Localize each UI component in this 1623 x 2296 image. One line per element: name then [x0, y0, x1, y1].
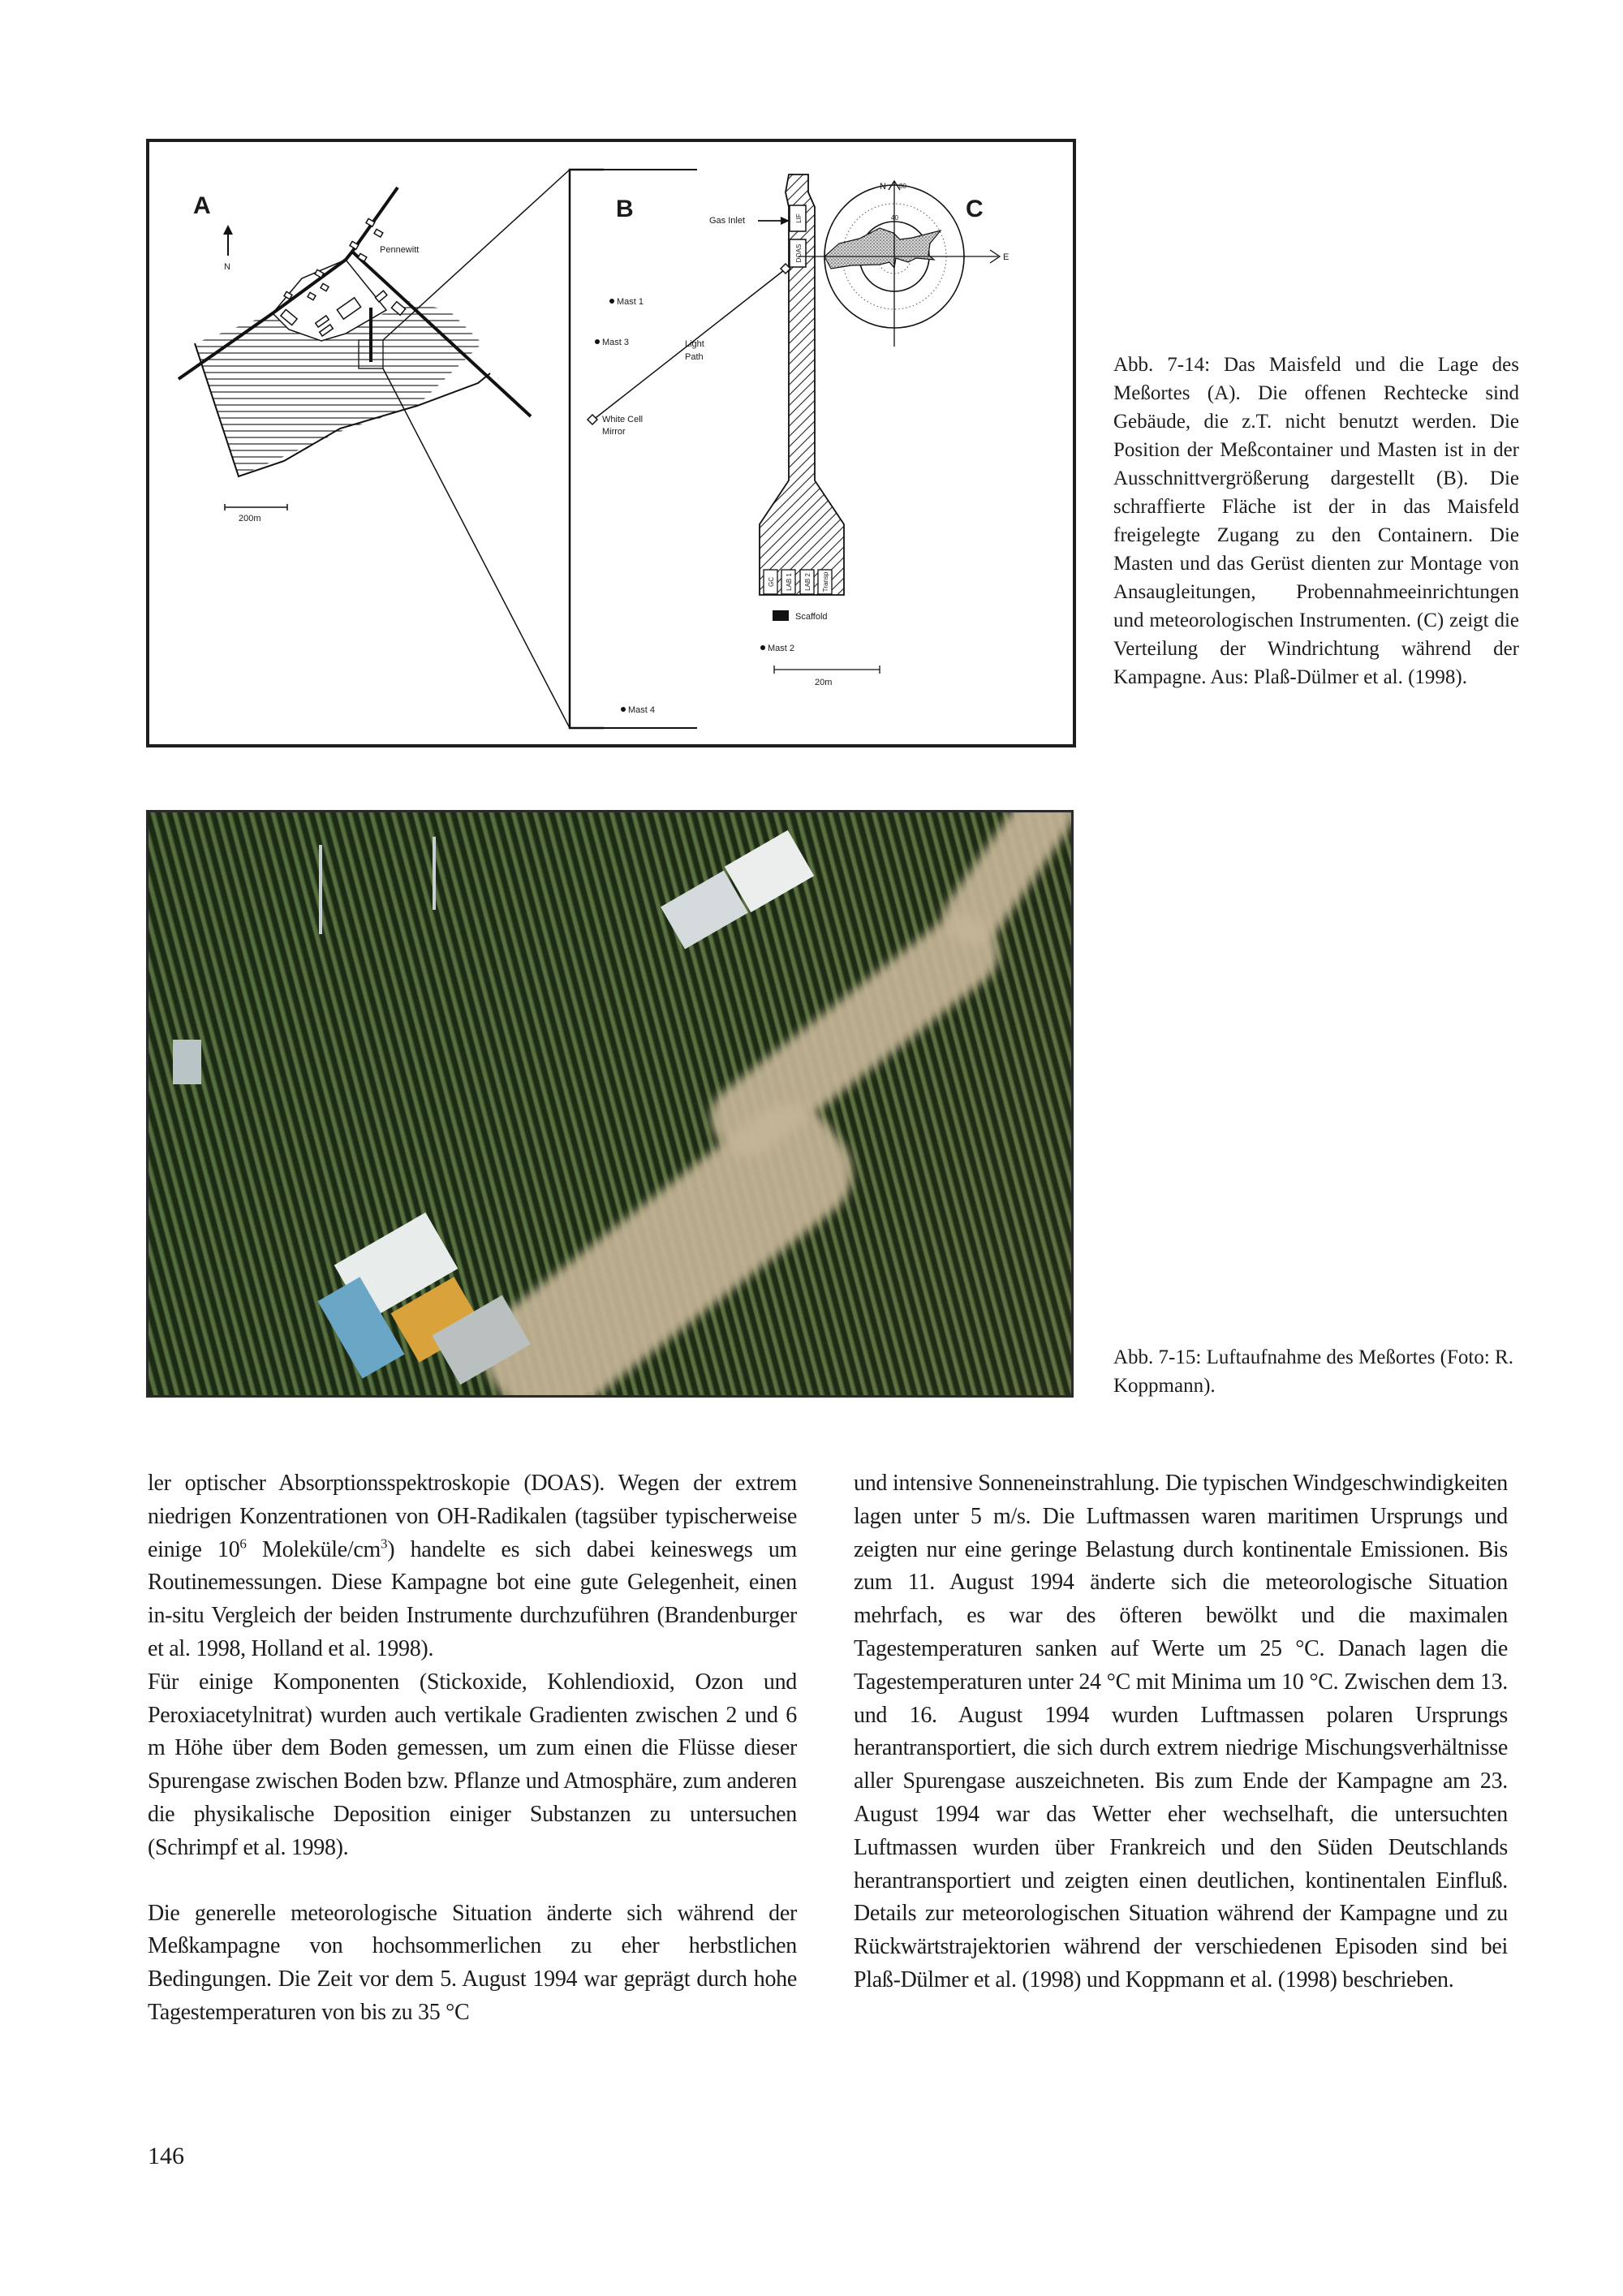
paragraph: Für einige Komponenten (Stickoxide, Kohlendioxid, Ozon und Peroxiacetylnitrat) wurden auch vertikale Gradienten zwischen 2 und 6 m Höhe über dem Boden gemessen, um zum einen die Flüsse dieser Spurengase zwischen Boden bzw. Pflanze und Atmosphäre, zum anderen die physikalische Deposition einiger Substanzen zu untersuchen (Schrimpf et al. 1998). [148, 1669, 797, 1860]
paragraph: Die generelle meteorologische Situation änderte sich während der Meßkampagne von hochsommerlichen zu eher herbstlichen Bedingungen. Die Zeit vor dem 5. August 1994 war geprägt durch hohe Tagestemperaturen von bis zu 35 °C [148, 1900, 797, 2025]
gas-inlet-label: Gas Inlet [709, 216, 746, 226]
svg-text:Transp: Transp [822, 571, 829, 592]
north-label-c: N [880, 182, 886, 192]
svg-text:Mast 3: Mast 3 [602, 338, 630, 347]
aerial-photo [146, 810, 1074, 1398]
container-lab1 [781, 570, 795, 594]
svg-text:Path: Path [685, 352, 704, 362]
mast-structure [433, 837, 436, 910]
svg-text:200m: 200m [239, 514, 261, 523]
svg-text:Mirror: Mirror [602, 427, 626, 437]
mast-1 [609, 297, 644, 307]
mast-structure [319, 845, 322, 934]
container-lif [790, 205, 806, 231]
panel-c-wind-rose [799, 181, 1009, 347]
mast-4 [621, 705, 655, 715]
light-path-label: Light [685, 339, 704, 349]
svg-text:GC: GC [768, 577, 775, 587]
panel-a-label: A [193, 192, 211, 219]
body-column-right [854, 1467, 1508, 1997]
svg-text:DOAS: DOAS [795, 243, 803, 263]
svg-text:Mast 1: Mast 1 [617, 297, 644, 307]
mast-box [173, 1040, 201, 1084]
north-label: N [224, 262, 230, 272]
panel-c-label: C [966, 196, 984, 222]
svg-text:LIF: LIF [795, 213, 803, 223]
figure-7-14-diagram [146, 139, 1076, 747]
page-number: 146 [148, 2143, 184, 2169]
village-label: Pennewitt [380, 245, 420, 255]
container-lab2 [800, 570, 814, 594]
scaffold-legend [773, 610, 828, 622]
svg-text:Mast 2: Mast 2 [768, 644, 795, 653]
wind-distribution-shape [824, 228, 941, 269]
mast-3 [595, 338, 629, 347]
figure-7-15-caption: Abb. 7-15: Luftaufnahme des Meßortes (Foto: R. Koppmann). [1113, 1346, 1513, 1397]
mast-2 [760, 644, 794, 653]
body-column-left [148, 1467, 797, 2030]
site-map-diagram [149, 142, 1073, 744]
scale-bar-20m [774, 666, 880, 687]
east-label: E [1003, 252, 1010, 262]
figure-7-14-caption: Abb. 7-14: Das Maisfeld und die Lage des Meßortes (A). Die offenen Rechtecke sind Gebäude, die z.T. nicht benutzt werden. Die Position der Meßcontainer und Masten ist in der Ausschnittvergrößerung dargestellt (B). Die schraffierte Fläche ist der in das Maisfeld freigelegte Zugang zu den Containern. Die Masten und das Gerüst dienten zur Montage von Ansaugleitungen, Probennahmeeinrichtungen und meteorologischen Instrumenten. (C) zeigt die Verteilung der Windrichtung während der Kampagne. Aus: Plaß-Dülmer et al. (1998). [1113, 354, 1519, 688]
container-doas [790, 239, 806, 267]
ring-label-40: 40 [891, 214, 898, 222]
paragraph: ler optischer Absorptionsspektroskopie (DOAS). Wegen der extrem niedrigen Konzentrationen von OH-Radikalen (tagsüber typischerweise einige $10^6$ Moleküle/$cm^3$) handelte es sich dabei keineswegs um Routinemessungen. Diese Kampagne bot eine gute Gelegenheit, einen in-situ Vergleich der beiden Instrumente durchzuführen (Brandenburger et al. 1998, Holland et al. 1998). [148, 1471, 798, 1661]
svg-text:20m: 20m [815, 678, 833, 687]
panel-a [179, 187, 531, 523]
svg-text:Scaffold: Scaffold [795, 612, 828, 622]
panel-b-label: B [616, 196, 634, 222]
svg-text:Mast 4: Mast 4 [628, 705, 656, 715]
container-gc [764, 570, 777, 594]
scale-bar-200m [225, 504, 287, 523]
container-transp [818, 570, 832, 594]
paragraph: und intensive Sonneneinstrahlung. Die typischen Windgeschwindigkeiten lagen unter 5 m/s. Die Luftmassen waren maritimen Ursprungs und zeigten nur eine geringe Belastung durch kontinentale Emissionen. Bis zum 11. August 1994 änderte sich die meteorologische Situation mehrfach, es war des öfteren bewölkt und die maximalen Tagestemperaturen sanken auf Werte um 25 °C. Danach lagen die Tagestemperaturen unter 24 °C mit Minima um 10 °C. Zwischen dem 13. und 16. August 1994 wurden Luftmassen polaren Ursprungs herantransportiert, die sich durch extrem niedrige Mischungsverhältnisse aller Spurengase auszeichneten. Bis zum Ende der Kampagne am 23. August 1994 war das Wetter eher wechselhaft, die untersuchten Luftmassen wurden über Frankreich und den Süden Deutschlands herantransportiert und zeigten einen deutlichen, kontinentalen Einfluß. Details zur meteorologischen Situation während der Kampagne und zu Rückwärtstrajektorien während der verschiedenen Episoden sind bei Plaß-Dülmer et al. (1998) und Koppmann et al. (1998) beschrieben. [854, 1471, 1508, 1992]
gas-inlet-arrow-icon [758, 217, 790, 225]
svg-text:LAB 2: LAB 2 [804, 573, 812, 591]
white-cell-mirror-label: White Cell [602, 415, 644, 424]
north-arrow-icon [223, 225, 233, 256]
ring-label-80: 80 [899, 183, 906, 190]
svg-text:LAB 1: LAB 1 [786, 573, 793, 591]
